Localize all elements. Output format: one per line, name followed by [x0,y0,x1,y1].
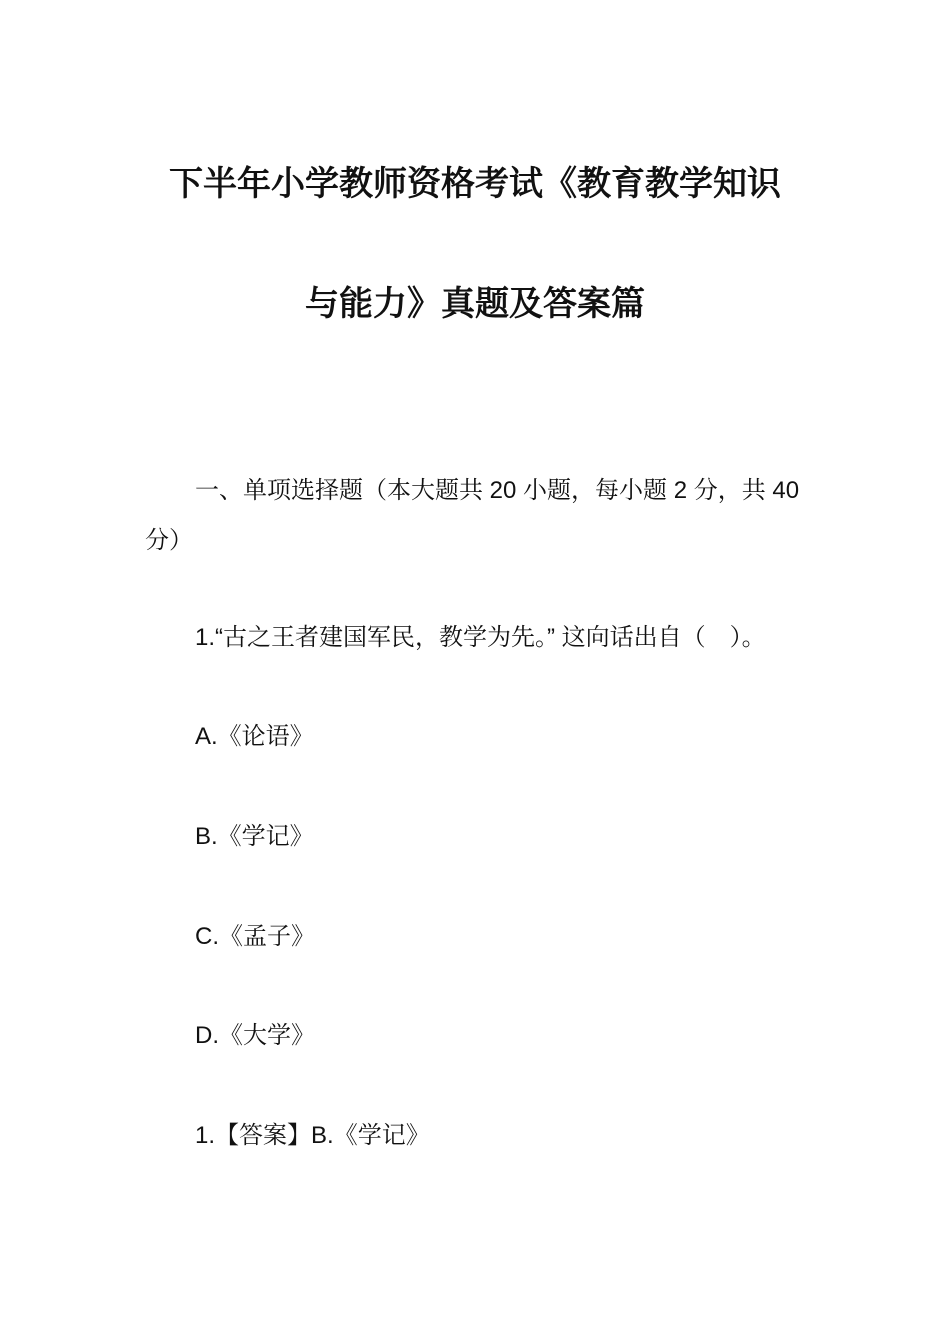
question-1-option-c: C.《孟子》 [195,923,315,950]
question-1-answer: 1.【答案】B.《学记》 [195,1122,430,1149]
page-title-line-2: 与能力》真题及答案篇 [305,285,645,323]
page-title-line-1: 下半年小学教师资格考试《教育教学知识 [169,165,781,203]
question-1-option-a: A.《论语》 [195,723,314,750]
question-1-option-d: D.《大学》 [195,1022,315,1049]
question-1-option-b: B.《学记》 [195,823,314,850]
section-heading: 一、单项选择题（本大题共 20 小题，每小题 2 分，共 40 分） [145,477,800,554]
question-1-stem: 1.“古之王者建国军民，教学为先。” 这向话出自（ ）。 [195,624,766,651]
